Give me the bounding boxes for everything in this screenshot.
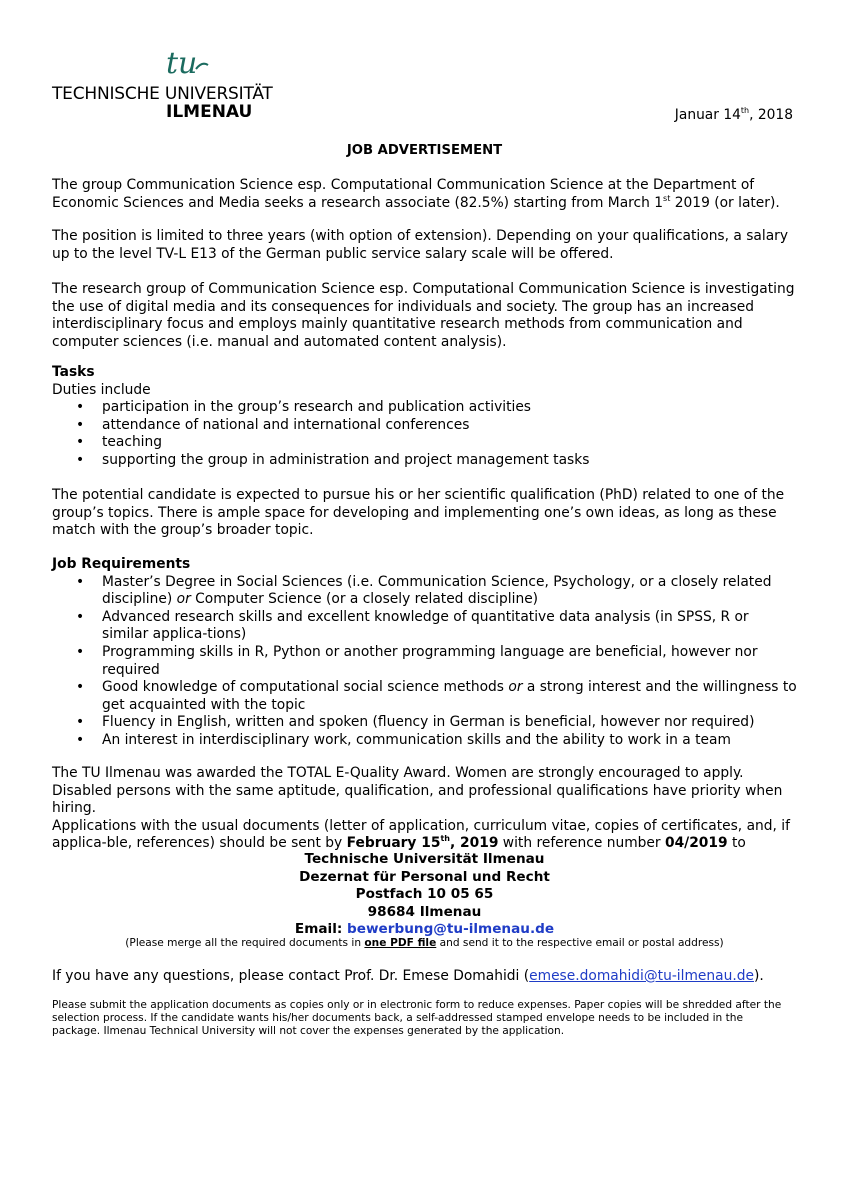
reference-number: 04/2019 [664, 835, 728, 852]
tasks-subheading: Duties include [52, 381, 151, 398]
merge-note: (Please merge all the required documents in one PDF file and send it to the respective email or postal address) [125, 937, 724, 949]
list-item: • teaching [52, 434, 798, 452]
page-title: JOB ADVERTISEMENT [346, 143, 503, 158]
address-line: Postfach 10 05 65 [355, 886, 494, 903]
address-line: Dezernat für Personal und Recht [299, 868, 550, 885]
contact-email-link[interactable]: emese.domahidi@tu-ilmenau.de [529, 968, 754, 984]
footer-note: Please submit the application documents as copies only or in electronic form to reduce expenses. Paper copies will be shredded after the selection process. If the candidate wants his/her documents back, a self-addressed stamped envelope needs to be included in the package. Ilmenau Technical University will not cover the expenses generated by the application. [52, 999, 782, 1037]
postal-address [0, 851, 849, 939]
requirements-heading: Job Requirements [52, 556, 191, 572]
requirements-list [52, 574, 798, 750]
address-line: 98684 Ilmenau [367, 903, 482, 920]
position-paragraph: The position is limited to three years (with option of extension). Depending on your qualifications, a salary up to the level TV-L E13 of the German public service salary scale will be offered. [52, 228, 789, 262]
list-item: • An interest in interdisciplinary work, communication skills and the ability to work in a team [52, 732, 798, 750]
list-item: • Fluency in English, written and spoken (fluency in German is beneficial, however nor required) [52, 714, 798, 732]
list-item: • supporting the group in administration and project management tasks [52, 452, 798, 470]
deadline: February 15th, 2019 [346, 834, 499, 852]
requirements-section [52, 556, 798, 750]
logo-mark-text: tu [166, 47, 198, 81]
document-date: Januar 14th, 2018 [674, 106, 793, 123]
email-line: Email: bewerbung@tu-ilmenau.de [294, 921, 555, 938]
tasks-heading: Tasks [52, 364, 95, 380]
equality-line: The TU Ilmenau was awarded the TOTAL E-Quality Award. Women are strongly encouraged to apply. [52, 765, 744, 781]
application-instructions: Applications with the usual documents (letter of application, curriculum vitae, copies of certificates, and, if applica-ble, references) should be sent by February 15th, 2019 with reference number 04/2019 to [52, 817, 790, 852]
intro-paragraph: The group Communication Science esp. Computational Communication Science at the Department of Economic Sciences and Media seeks a research associate (82.5%) starting from March 1st 2019 (or later). [52, 177, 780, 211]
address-line: Technische Universität Ilmenau [304, 851, 545, 867]
research-paragraph: The research group of Communication Science esp. Computational Communication Science is investigating the use of digital media and its consequences for individuals and society. The group has an increased interdisciplinary focus and employs mainly quantitative research methods from communication and computer sciences (i.e. manual and automated content analysis). [52, 281, 795, 350]
list-item: • Good knowledge of computational social science methods or a strong interest and the willingness to get acquainted with the topic [52, 679, 798, 714]
list-item: • Advanced research skills and excellent knowledge of quantitative data analysis (in SPSS, R or similar applica-tions) [52, 609, 798, 644]
list-item: • participation in the group’s research and publication activities [52, 399, 798, 417]
disability-line: Disabled persons with the same aptitude, qualification, and professional qualifications have priority when hiring. [52, 782, 783, 817]
one-pdf-file: one PDF file [364, 937, 437, 949]
tu-logo-mark [166, 47, 210, 83]
tasks-list [52, 399, 798, 469]
university-name-line2: ILMENAU [166, 102, 253, 122]
tasks-section [52, 364, 798, 470]
closing-paragraph [52, 765, 798, 853]
contact-line: If you have any questions, please contact Prof. Dr. Emese Domahidi (emese.domahidi@tu-ilmenau.de). [52, 968, 764, 984]
candidate-paragraph: The potential candidate is expected to pursue his or her scientific qualification (PhD) related to one of the group’s topics. There is ample space for developing and implementing one’s own ideas, as long as these match with the group’s broader topic. [52, 487, 785, 539]
list-item: • Programming skills in R, Python or another programming language are beneficial, however nor required [52, 644, 798, 679]
list-item: • Master’s Degree in Social Sciences (i.e. Communication Science, Psychology, or a closely related discipline) or Computer Science (or a closely related discipline) [52, 574, 798, 609]
application-email-link[interactable]: bewerbung@tu-ilmenau.de [347, 921, 555, 938]
list-item: • attendance of national and international conferences [52, 417, 798, 435]
university-name-line1: TECHNISCHE UNIVERSITÄT [52, 84, 273, 104]
